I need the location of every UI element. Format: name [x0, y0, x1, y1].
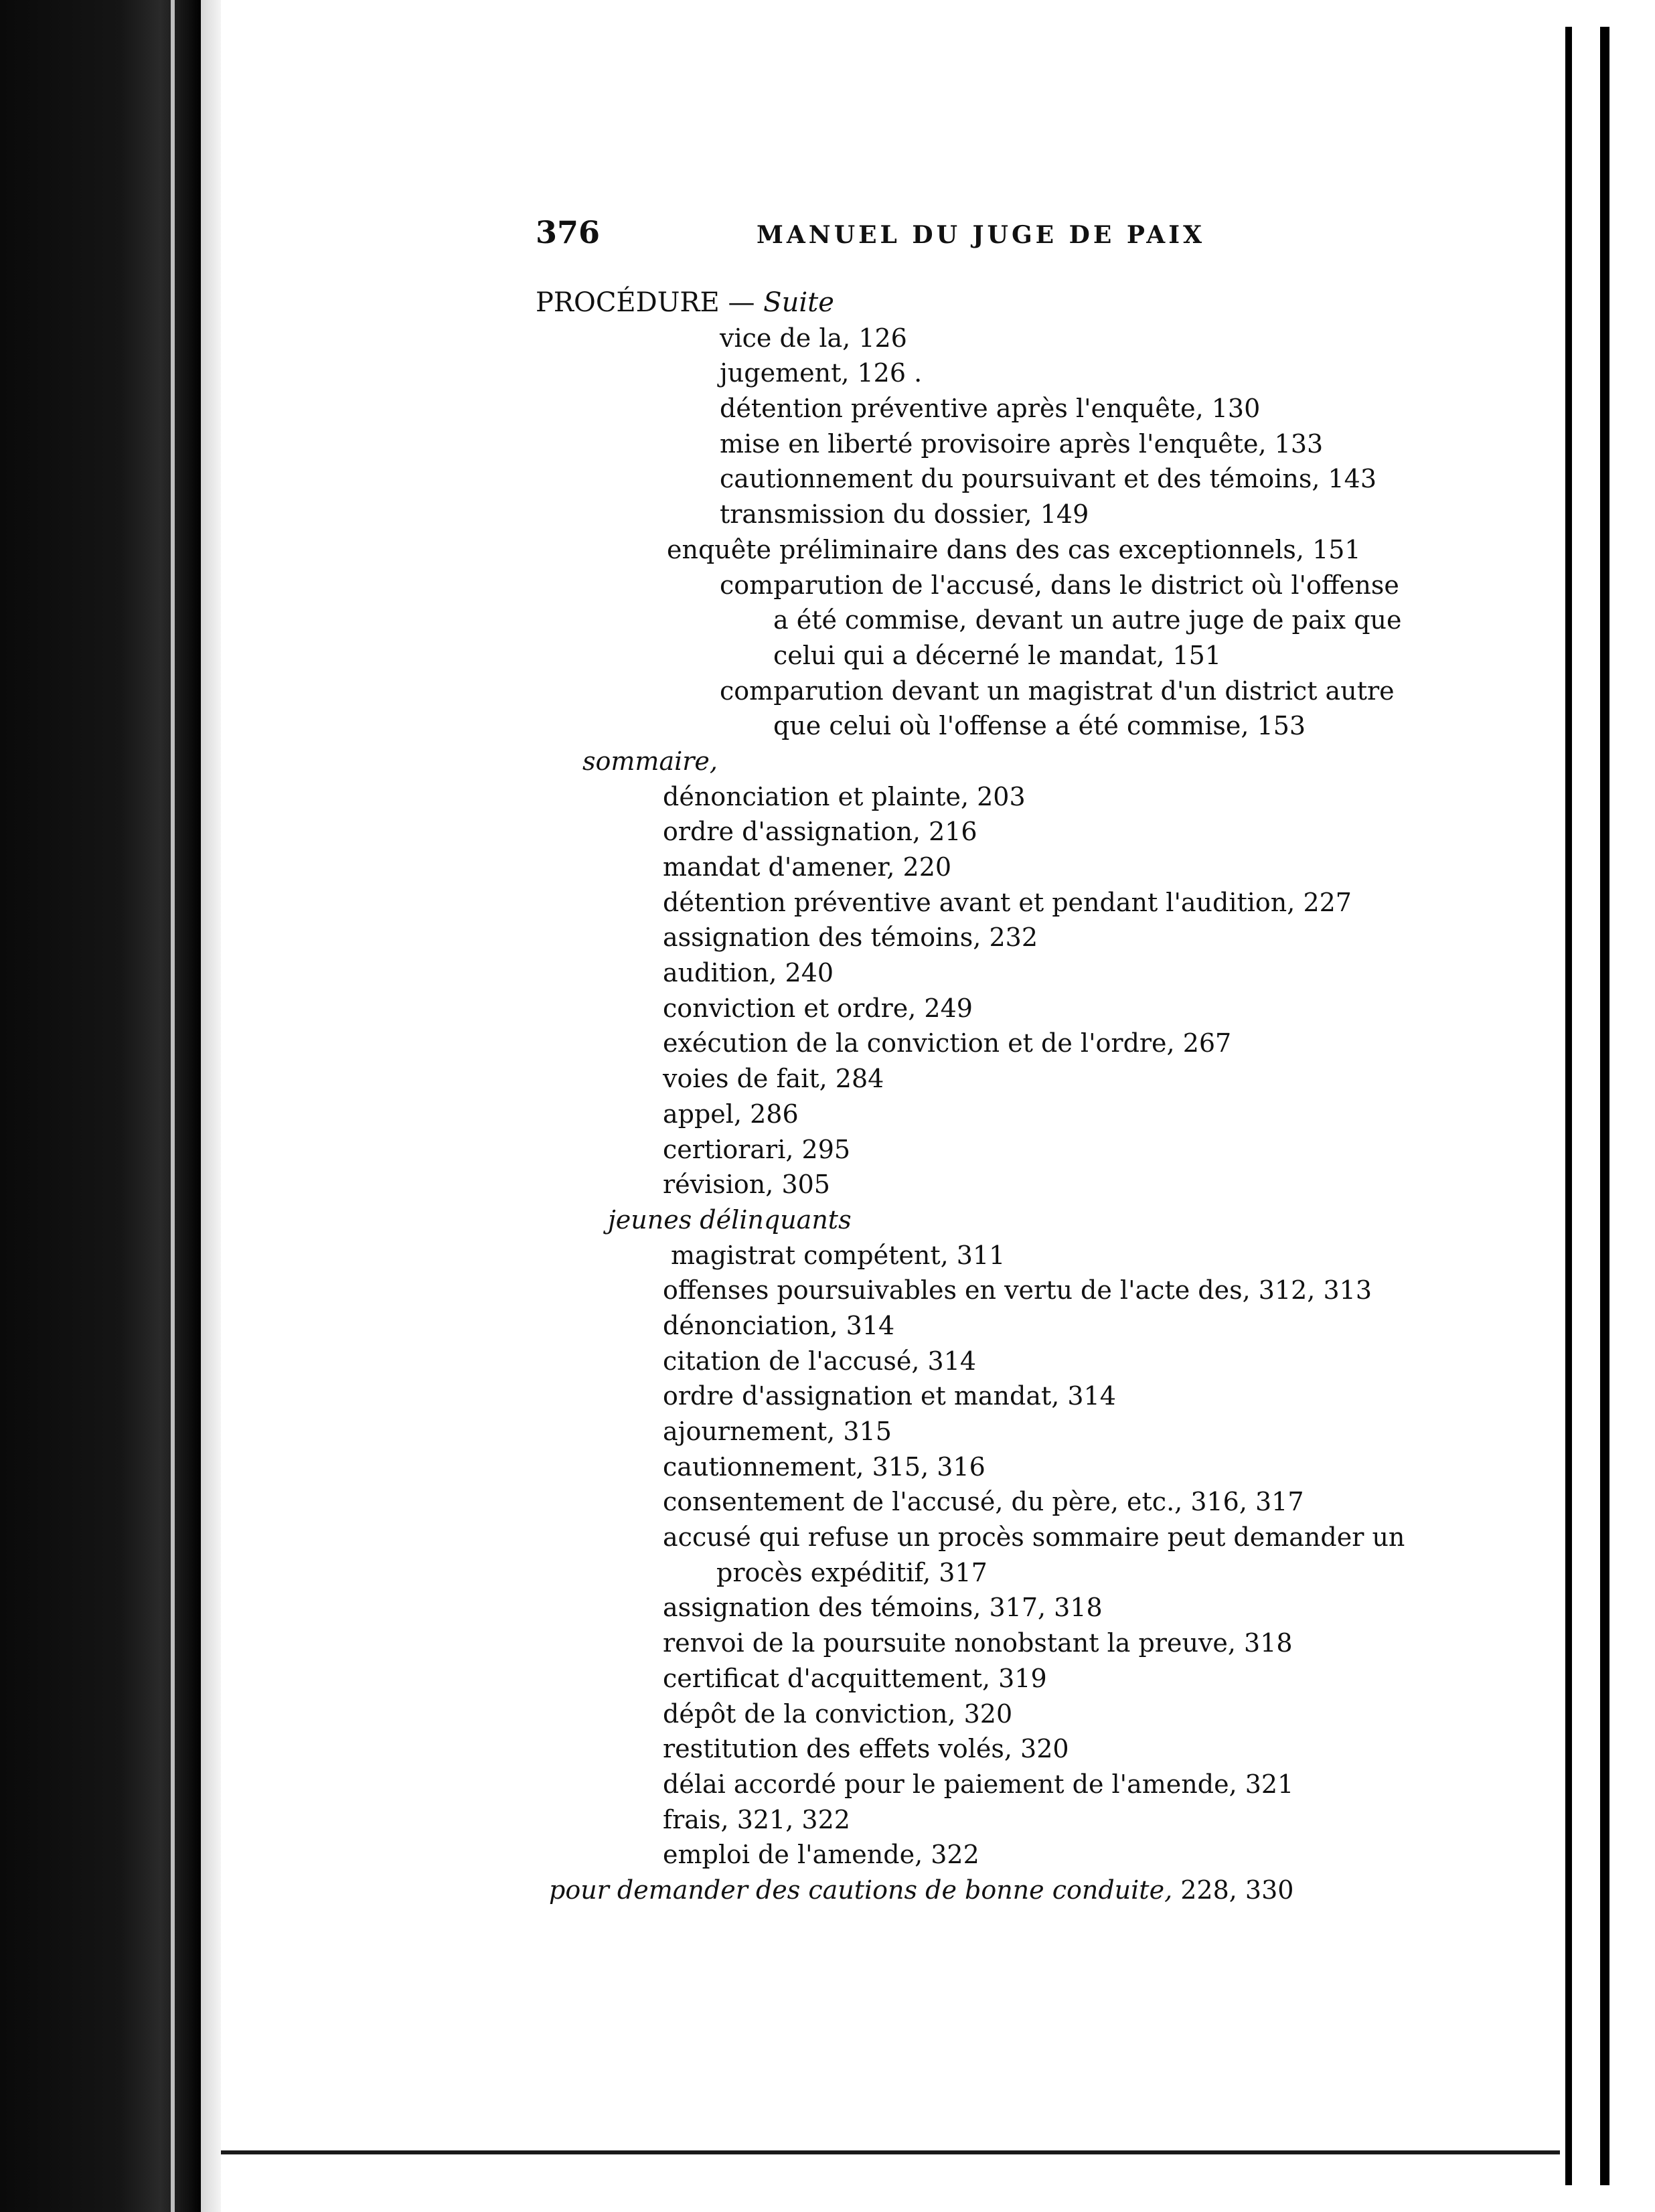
index-entry: magistrat compétent, 311: [671, 1240, 1006, 1270]
index-entry-continuation: a été commise, devant un autre juge de paix que: [773, 605, 1402, 635]
index-entry: conviction et ordre, 249: [663, 993, 973, 1023]
index-entry: certiorari, 295: [663, 1134, 851, 1164]
heading-term: PROCÉDURE: [536, 287, 720, 318]
index-entry: révision, 305: [663, 1170, 830, 1200]
index-entry: détention préventive après l'enquête, 130: [720, 394, 1261, 424]
index-entry: citation de l'accusé, 314: [663, 1346, 977, 1376]
index-entry: consentement de l'accusé, du père, etc., 316, 317: [663, 1487, 1304, 1517]
index-entry: certificat d'acquittement, 319: [663, 1663, 1047, 1693]
index-subheading: sommaire,: [582, 746, 718, 776]
index-entry: enquête préliminaire dans des cas exceptionnels, 151: [667, 534, 1361, 564]
index-page: [221, 0, 1560, 2149]
left-binding-shadow: [0, 0, 201, 2212]
index-entries: [221, 285, 1560, 1908]
index-entry: restitution des effets volés, 320: [663, 1734, 1069, 1764]
index-entry-continuation: que celui où l'offense a été commise, 153: [773, 711, 1306, 741]
index-entry: cautionnement, 315, 316: [663, 1451, 986, 1482]
index-entry: appel, 286: [663, 1099, 799, 1129]
index-entry-continuation: celui qui a décerné le mandat, 151: [773, 640, 1222, 670]
index-entry: frais, 321, 322: [663, 1804, 850, 1834]
heading-suite: Suite: [763, 287, 834, 318]
index-entry: exécution de la conviction et de l'ordre, 267: [663, 1028, 1232, 1058]
index-entry: emploi de l'amende, 322: [663, 1840, 979, 1870]
index-entry: renvoi de la poursuite nonobstant la preuve, 318: [663, 1628, 1293, 1658]
page-number: 376: [536, 214, 601, 250]
index-last-entry: [221, 1873, 1560, 1908]
last-entry-text: pour demander des cautions de bonne conduite,: [549, 1875, 1173, 1905]
index-entry: jugement, 126 .: [720, 358, 923, 388]
index-entry: vice de la, 126: [720, 323, 907, 353]
index-entry: audition, 240: [663, 958, 834, 988]
index-entry: détention préventive avant et pendant l'audition, 227: [663, 887, 1352, 917]
heading-dash: —: [719, 287, 764, 318]
next-page-edge: [1600, 27, 1609, 2185]
index-entry: dénonciation et plainte, 203: [663, 781, 1026, 811]
index-entry: mise en liberté provisoire après l'enquête, 133: [720, 428, 1324, 459]
right-border-rule: [1565, 27, 1572, 2185]
index-entry: transmission du dossier, 149: [720, 499, 1089, 530]
last-entry-pages: 228, 330: [1172, 1875, 1294, 1905]
index-entry: assignation des témoins, 317, 318: [663, 1593, 1103, 1623]
index-entry: offenses poursuivables en vertu de l'acte des, 312, 313: [663, 1275, 1372, 1306]
index-entry: dépôt de la conviction, 320: [663, 1698, 1013, 1729]
index-heading: [221, 285, 1560, 321]
running-title: MANUEL DU JUGE DE PAIX: [757, 221, 1206, 249]
page-bottom-edge: [221, 2150, 1560, 2154]
index-entry: délai accordé pour le paiement de l'amende, 321: [663, 1769, 1294, 1799]
running-head: [536, 214, 1379, 254]
index-entry: accusé qui refuse un procès sommaire peut demander un: [663, 1522, 1405, 1553]
index-entry-continuation: procès expéditif, 317: [716, 1557, 988, 1587]
index-entry: cautionnement du poursuivant et des témoins, 143: [720, 464, 1377, 494]
index-entry: comparution devant un magistrat d'un district autre: [720, 676, 1395, 706]
index-entry: voies de fait, 284: [663, 1064, 884, 1094]
index-entry: comparution de l'accusé, dans le district où l'offense: [720, 570, 1399, 600]
index-entry: assignation des témoins, 232: [663, 923, 1038, 953]
page-edge: [201, 0, 221, 2212]
index-entry: ordre d'assignation et mandat, 314: [663, 1381, 1116, 1411]
right-binding: [1565, 0, 1655, 2212]
index-entry: ordre d'assignation, 216: [663, 817, 977, 847]
index-entry: ajournement, 315: [663, 1417, 892, 1446]
index-entry: mandat d'amener, 220: [663, 852, 952, 882]
index-subheading: jeunes délinquants: [608, 1204, 852, 1235]
index-entry: dénonciation, 314: [663, 1310, 895, 1340]
